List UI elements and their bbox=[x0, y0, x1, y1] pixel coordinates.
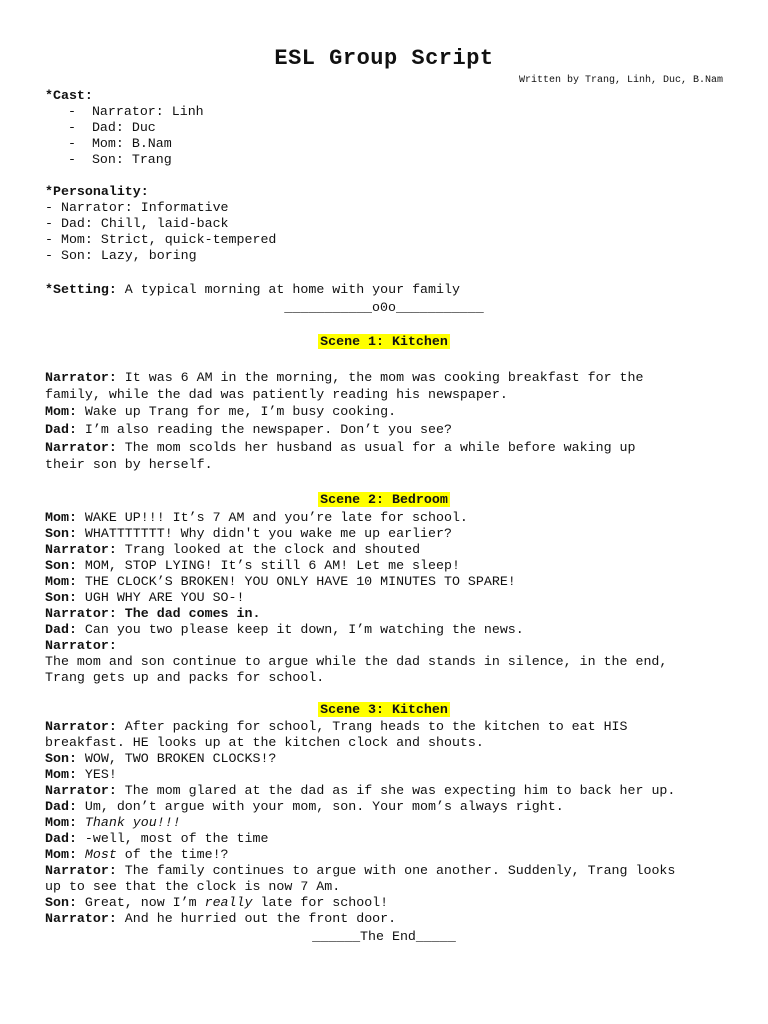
personality-item: - Narrator: Informative bbox=[45, 200, 229, 215]
cast-heading: *Cast: bbox=[45, 88, 93, 103]
script-line: Son: UGH WHY ARE YOU SO-! bbox=[45, 590, 245, 605]
script-line: breakfast. HE looks up at the kitchen clock and shouts. bbox=[45, 735, 484, 750]
page-title: ESL Group Script bbox=[274, 46, 494, 71]
script-line: Narrator: The mom glared at the dad as if she was expecting him to back her up. bbox=[45, 783, 676, 798]
script-line: their son by herself. bbox=[45, 457, 213, 472]
scene-3-heading: Scene 3: Kitchen bbox=[320, 702, 448, 717]
setting-line: *Setting: A typical morning at home with your family bbox=[45, 282, 460, 297]
script-line: Mom: Most of the time!? bbox=[45, 847, 229, 862]
script-line: Son: MOM, STOP LYING! It’s still 6 AM! Let me sleep! bbox=[45, 558, 460, 573]
script-line: Mom: Thank you!!! bbox=[45, 815, 181, 830]
script-line: Narrator: The family continues to argue with one another. Suddenly, Trang looks bbox=[45, 863, 676, 878]
script-line: family, while the dad was patiently reading his newspaper. bbox=[45, 387, 508, 402]
script-line: Dad: Um, don’t argue with your mom, son. Your mom’s always right. bbox=[45, 799, 564, 814]
script-line: Mom: YES! bbox=[45, 767, 117, 782]
script-line: Son: WHATTTTTTT! Why didn't you wake me up earlier? bbox=[45, 526, 452, 541]
scene-1-heading: Scene 1: Kitchen bbox=[320, 334, 448, 349]
scene-2-heading: Scene 2: Bedroom bbox=[320, 492, 448, 507]
divider: ___________o0o___________ bbox=[284, 300, 484, 315]
script-line: Narrator: After packing for school, Trang heads to the kitchen to eat HIS bbox=[45, 719, 628, 734]
script-line: Dad: I’m also reading the newspaper. Don’t you see? bbox=[45, 422, 452, 437]
script-line: Son: WOW, TWO BROKEN CLOCKS!? bbox=[45, 751, 277, 766]
personality-heading: *Personality: bbox=[45, 184, 149, 199]
script-line: Narrator: It was 6 AM in the morning, the mom was cooking breakfast for the bbox=[45, 370, 644, 385]
script-line: Narrator: Trang looked at the clock and shouted bbox=[45, 542, 421, 557]
personality-item: - Dad: Chill, laid-back bbox=[45, 216, 229, 231]
script-line: Dad: Can you two please keep it down, I’m watching the news. bbox=[45, 622, 524, 637]
script-line: Mom: Wake up Trang for me, I’m busy cooking. bbox=[45, 404, 397, 419]
script-line: Narrator: bbox=[45, 638, 117, 653]
script-line: Mom: THE CLOCK’S BROKEN! YOU ONLY HAVE 10 MINUTES TO SPARE! bbox=[45, 574, 516, 589]
script-line: Trang gets up and packs for school. bbox=[45, 670, 325, 685]
cast-member: - Narrator: Linh bbox=[68, 104, 204, 119]
script-line: Dad: -well, most of the time bbox=[45, 831, 269, 846]
cast-member: - Mom: B.Nam bbox=[68, 136, 172, 151]
cast-member: - Son: Trang bbox=[68, 152, 172, 167]
the-end: ______The End_____ bbox=[312, 929, 456, 944]
script-line: Son: Great, now I’m really late for school! bbox=[45, 895, 389, 910]
cast-member: - Dad: Duc bbox=[68, 120, 156, 135]
personality-item: - Mom: Strict, quick-tempered bbox=[45, 232, 277, 247]
personality-item: - Son: Lazy, boring bbox=[45, 248, 197, 263]
script-line: The mom and son continue to argue while the dad stands in silence, in the end, bbox=[45, 654, 668, 669]
script-line: Narrator: The mom scolds her husband as usual for a while before waking up bbox=[45, 440, 636, 455]
script-line: Narrator: The dad comes in. bbox=[45, 606, 261, 621]
script-line: Mom: WAKE UP!!! It’s 7 AM and you’re late for school. bbox=[45, 510, 468, 525]
authors-line: Written by Trang, Linh, Duc, B.Nam bbox=[518, 75, 723, 86]
script-line: up to see that the clock is now 7 Am. bbox=[45, 879, 341, 894]
script-line: Narrator: And he hurried out the front door. bbox=[45, 911, 397, 926]
